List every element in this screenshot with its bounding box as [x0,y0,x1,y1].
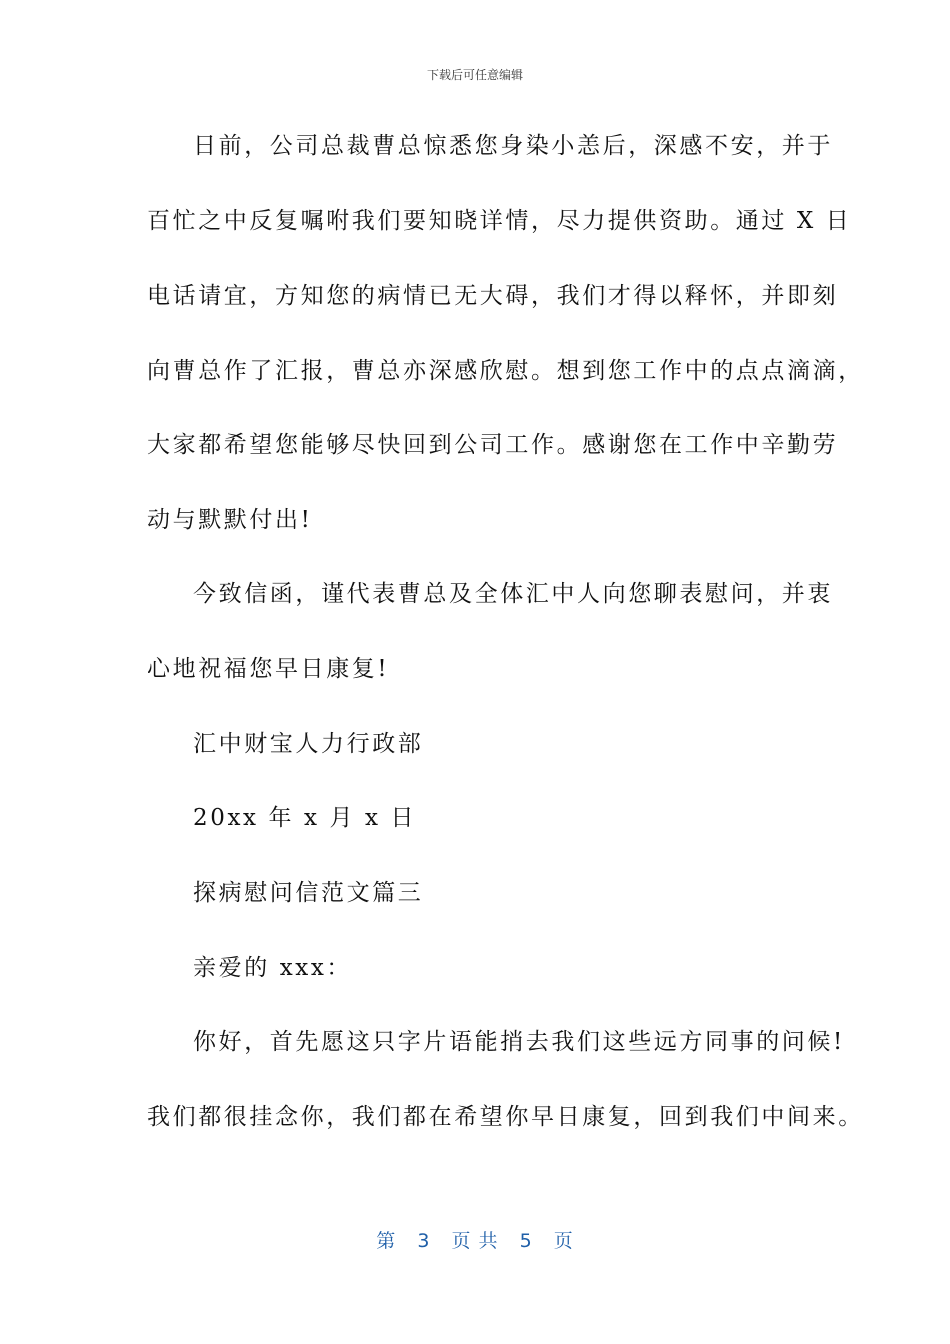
paragraph-line: 心地祝福您早日康复! [147,656,390,682]
letter-date: 20xx 年 x 月 x 日 [193,805,417,831]
paragraph-line: 今致信函，谨代表曹总及全体汇中人向您聊表慰问，并衷 [193,581,833,607]
salutation: 亲爱的 xxx： [193,955,353,981]
page-current: 3 [417,1230,431,1252]
paragraph-line: 你好，首先愿这只字片语能捎去我们这些远方同事的问候! [193,1029,845,1055]
page-suffix: 页 [553,1230,574,1252]
paragraph-line: 日前，公司总裁曹总惊悉您身染小恙后，深感不安，并于 [193,133,833,159]
page-prefix: 第 [376,1230,397,1252]
paragraph-line: 百忙之中反复嘱咐我们要知晓详情，尽力提供资助。通过 X 日 [147,208,852,234]
page-total: 5 [519,1230,533,1252]
paragraph-line: 动与默默付出! [147,507,313,533]
page-header-note: 下载后可任意编辑 [426,68,523,82]
page-number-footer [0,1226,950,1253]
paragraph-line: 向曹总作了汇报，曹总亦深感欣慰。想到您工作中的点点滴滴， [147,358,864,384]
section-title: 探病慰问信范文篇三 [193,880,424,906]
paragraph-line: 我们都很挂念你，我们都在希望你早日康复，回到我们中间来。 [147,1104,864,1130]
paragraph-line: 电话请宜，方知您的病情已无大碍，我们才得以释怀，并即刻 [147,283,839,309]
paragraph-line: 大家都希望您能够尽快回到公司工作。感谢您在工作中辛勤劳 [147,432,839,458]
page-mid: 页 共 [451,1230,499,1252]
sender-department: 汇中财宝人力行政部 [193,731,424,757]
